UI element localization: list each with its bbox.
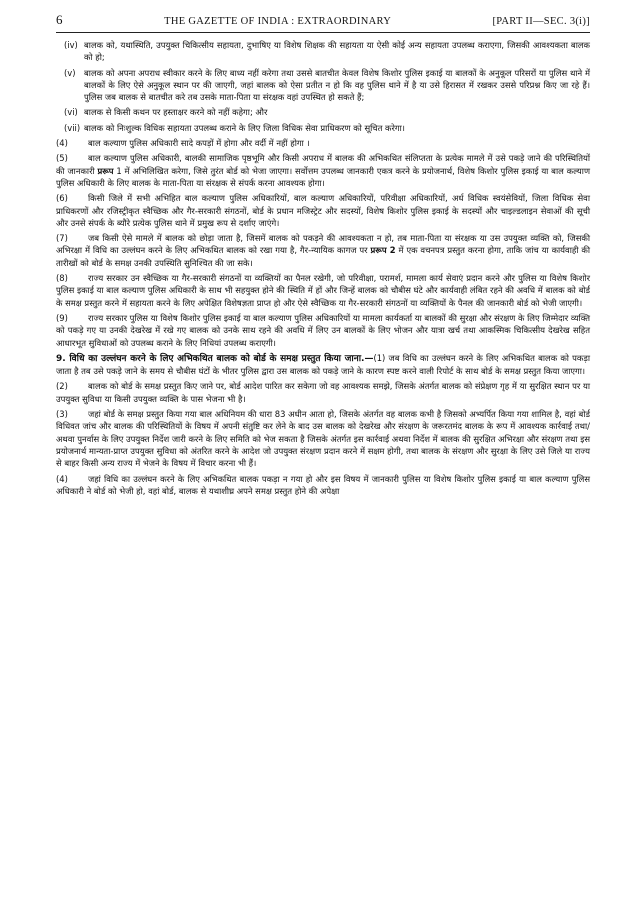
- list-item: [64, 106, 590, 118]
- document-body: [56, 39, 590, 497]
- paragraph-text: जहां बोर्ड के समक्ष प्रस्तुत किया गया बाल अधिनियम की धारा 83 अधीन आता हो, जिसके अंतर्गत वह बालक कभी है जिसको अभ्यर्पित किया गया शामिल है, वहां बोर्ड विधिवत जांच और बालक की परिस्थितियों के विषय में अपनी संतुष्टि कर लेने के बाद उस बालक को देखरेख और संरक्षण के जरूरतमंद बालक के रूप में आवश्यक कार्रवाई तथा/अथवा पुनर्वास के लिए उपयुक्त निर्देश जारी करने के लिए समिति को भेज सकता है जिसके अंतर्गत इस कार्रवाई अथवा निर्देश में बालक की सुरक्षित अभिरक्षा और संरक्षण तथा इस प्रयोजनार्थ मान्यता-प्राप्त उपयुक्त सुविधा को अंतरित करने के आदेश जो उपयुक्त संरक्षण प्रदान करने में सक्षम होगी, तथा बालक के संरक्षण और सुरक्षा के लिए उसे जिले या राज्य से बाहर किसी अन्य राज्य में भेजने के विषय में विचार करना भी हैं।: [56, 409, 590, 469]
- section-title: 9. विधि का उल्लंघन करने के लिए अभिकथित बालक को बोर्ड के समक्ष प्रस्तुत किया जाना.—: [56, 353, 374, 364]
- paragraph-number: (5): [56, 153, 68, 164]
- paragraph-text: राज्य सरकार पुलिस या विशेष किशोर पुलिस इकाई या बाल कल्याण पुलिस अधिकारियों या मामला कार्यकर्ता या बालकों की सुरक्षा और संरक्षण के लिए जिम्मेदार व्यक्ति को पकड़े गए या उनकी देखरेख में रखे गए बालक को उनके साथ रहने की अवधि में लिए उन बालकों के लिए भोजन और यात्रा खर्च तथा आकस्मिक चिकित्सीय देखरेख सहित आधारभूत सुविधाओं को उपलब्ध कराने के लिए निधियां उपलब्ध कराएगी।: [56, 312, 590, 348]
- paragraph-7: [56, 232, 590, 269]
- paragraph-text: राज्य सरकार उन स्वैच्छिक या गैर-सरकारी संगठनों या व्यक्तियों का पैनल रखेगी, जो परिवीक्षा, परामर्श, मामला कार्य सेवाएं प्रदान करने और पुलिस या विशेष किशोर पुलिस इकाई या बाल कल्याण पुलिस अधिकारी के साथ भी सहयुक्त होने की स्थिति में हों और जिन्हें बालक को चौबीस घंटे और कार्यवाही लंबित रहने की अवधि में बालक को बोर्ड के समक्ष प्रस्तुत करने में सहायता करने के लिए अपेक्षित विशेषज्ञता प्राप्त हो और ऐसे स्वैच्छिक या गैर-सरकारी संगठनों या व्यक्तियों के पैनल की जानकारी बोर्ड को भेजी जाएगी।: [56, 273, 590, 308]
- paragraph-4: [56, 137, 590, 149]
- paragraph-text: में एक वचनपत्र प्रस्तुत करना होगा, ताकि जांच या कार्यवाही की तारीखों को बोर्ड के समक्ष उनकी उपस्थिति सुनिश्चित की जा सके।: [56, 245, 591, 268]
- list-item: [64, 67, 590, 104]
- paragraph-number: (4): [56, 138, 68, 149]
- paragraph-text: 1 में अभिलिखित करेगा, जिसे तुरंत बोर्ड को भेजा जाएगा। सर्वोत्तम उपलब्ध जानकारी एकत्र करने के प्रयोजनार्थ, विशेष किशोर पुलिस इकाई या बाल कल्याण पुलिस अधिकारी के लिए बालक के माता-पिता या संरक्षक से संपर्क करना आवश्यक होगा।: [56, 165, 590, 188]
- paragraph-number: (4): [56, 473, 68, 484]
- item-text: बालक को निःशुल्क विधिक सहायता उपलब्ध कराने के लिए जिला विधिक सेवा प्राधिकरण को सूचित करेगा।: [84, 122, 405, 133]
- item-label: (v): [64, 67, 76, 78]
- item-label: (vi): [64, 107, 78, 118]
- item-label: (iv): [64, 40, 78, 50]
- section-9-paragraph-2: [56, 380, 590, 405]
- paragraph-9: [56, 312, 590, 349]
- paragraph-5: [56, 152, 590, 189]
- page-number: 6: [56, 12, 63, 27]
- form-reference: प्ररूप 2: [370, 245, 396, 256]
- paragraph-number: (3): [56, 409, 68, 420]
- item-text: बालक से किसी कथन पर हस्ताक्षर करने को नहीं कहेगा; और: [84, 107, 268, 118]
- form-reference: प्ररूप: [97, 165, 114, 176]
- list-item: [64, 122, 590, 134]
- paragraph-number: (6): [56, 193, 68, 204]
- paragraph-number: (2): [56, 381, 68, 392]
- paragraph-text: बाल कल्याण पुलिस अधिकारी सादे कपड़ों में होगा और वर्दी में नहीं होगा ।: [88, 138, 310, 149]
- paragraph-text: बालक को बोर्ड के समक्ष प्रस्तुत किए जाने पर, बोर्ड आदेश पारित कर सकेगा जो वह आवश्यक समझे, जिसके अंतर्गत बालक को संप्रेक्षण गृह में या सुरक्षित स्थान पर या उपयुक्त सुविधा या किसी उपयुक्त व्यक्ति के पास भेजना भी है।: [56, 381, 590, 404]
- paragraph-text: जहां विधि का उल्लंघन करने के लिए अभिकथित बालक पकड़ा न गया हो और इस विषय में जानकारी पुलिस या विशेष किशोर पुलिस इकाई या बाल कल्याण पुलिस अधिकारी ने बोर्ड को भेजी हो, वहां बोर्ड, बालक से यथाशीघ्र अपने समक्ष प्रस्तुत होने की अपेक्षा: [56, 473, 590, 496]
- paragraph-number: (7): [56, 233, 68, 244]
- section-text: (1) जब विधि का उल्लंघन करने के लिए अभिकथित बालक को पकड़ा जाता है तब उसे पकड़े जाने के समय से चौबीस घंटों के भीतर पुलिस द्वारा उस बालक को पकड़े जाने के कारण स्पष्ट करने वाली रिपोर्ट के साथ बोर्ड के समक्ष प्रस्तुत किया जाएगा।: [56, 352, 590, 377]
- section-9-paragraph-3: [56, 408, 590, 469]
- gazette-title: THE GAZETTE OF INDIA : EXTRAORDINARY: [164, 16, 392, 27]
- paragraph-text: जब किसी ऐसे मामले में बालक को छोड़ा जाता है, जिसमें बालक को पकड़ने की आवश्यकता न हो, तब माता-पिता या संरक्षक या उस उपयुक्त व्यक्ति को, जिसकी अभिरक्षा में विधि का उल्लंघन करने के लिए अभिकथित बालक को रखा गया है, गैर-न्यायिक कागज पर: [56, 233, 590, 256]
- item-text: बालक को, यथास्थिति, उपयुक्त चिकित्सीय सहायता, दुभाषिए या विशेष शिक्षक की सहायता या ऐसी कोई अन्य सहायता उपलब्ध कराएगा, जिसकी आवश्यकता बालक को हो;: [84, 40, 590, 63]
- paragraph-text: किसी जिले में सभी अभिहित बाल कल्याण पुलिस अधिकारियों, बाल कल्याण अधिकारियों, परिवीक्षा अधिकारियों, अर्ध विधिक स्वयंसेवियों, जिला विधिक सेवा प्राधिकरणों और रजिस्ट्रीकृत स्वैच्छिक और गैर-सरकारी संगठनों, बोर्ड के प्रधान मजिस्ट्रेट और सदस्यों, विशेष किशोर पुलिस इकाई के सदस्यों और चाइल्डलाइन सेवाओं की सूची और उनसे संपर्क के ब्यौरे प्रत्येक पुलिस थाने में प्रमुख रूप से दर्शाए जाएंगे।: [56, 193, 590, 228]
- list-item: [64, 39, 590, 64]
- paragraph-6: [56, 192, 590, 229]
- paragraph-number: (8): [56, 273, 68, 284]
- page-header: [56, 12, 590, 33]
- item-label: (vii): [64, 122, 81, 133]
- section-9: [56, 352, 590, 378]
- paragraph-8: [56, 272, 590, 309]
- part-label: [PART II—SEC. 3(i)]: [492, 16, 590, 27]
- paragraph-number: (9): [56, 312, 68, 323]
- paragraph-text: बाल कल्याण पुलिस अधिकारी, बालकी सामाजिक पृष्ठभूमि और किसी अपराध में बालक की अभिकथित संलिप्तता के प्रत्येक मामले में उसे पकड़े जाने की परिस्थितियों की जानकारी: [56, 153, 590, 176]
- section-9-paragraph-4: [56, 473, 590, 498]
- item-text: बालक को अपना अपराध स्वीकार करने के लिए बाध्य नहीं करेगा तथा उससे बातचीत केवल विशेष किशोर पुलिस इकाई या बालकों के अनुकूल परिसरों या पुलिस थाने में बालकों के लिए ऐसे अनुकूल स्थान पर की जाएगी, जहां बालक को ऐसा प्रतीत न हो कि वह पुलिस थाने में है या उसे हिरासत में रखकर उससे परिप्रश्न किए जा रहे हैं। पुलिस जब बालक से बातचीत करे तब उसके माता-पिता या संरक्षक वहां उपस्थित हो सकते हैं;: [84, 67, 590, 103]
